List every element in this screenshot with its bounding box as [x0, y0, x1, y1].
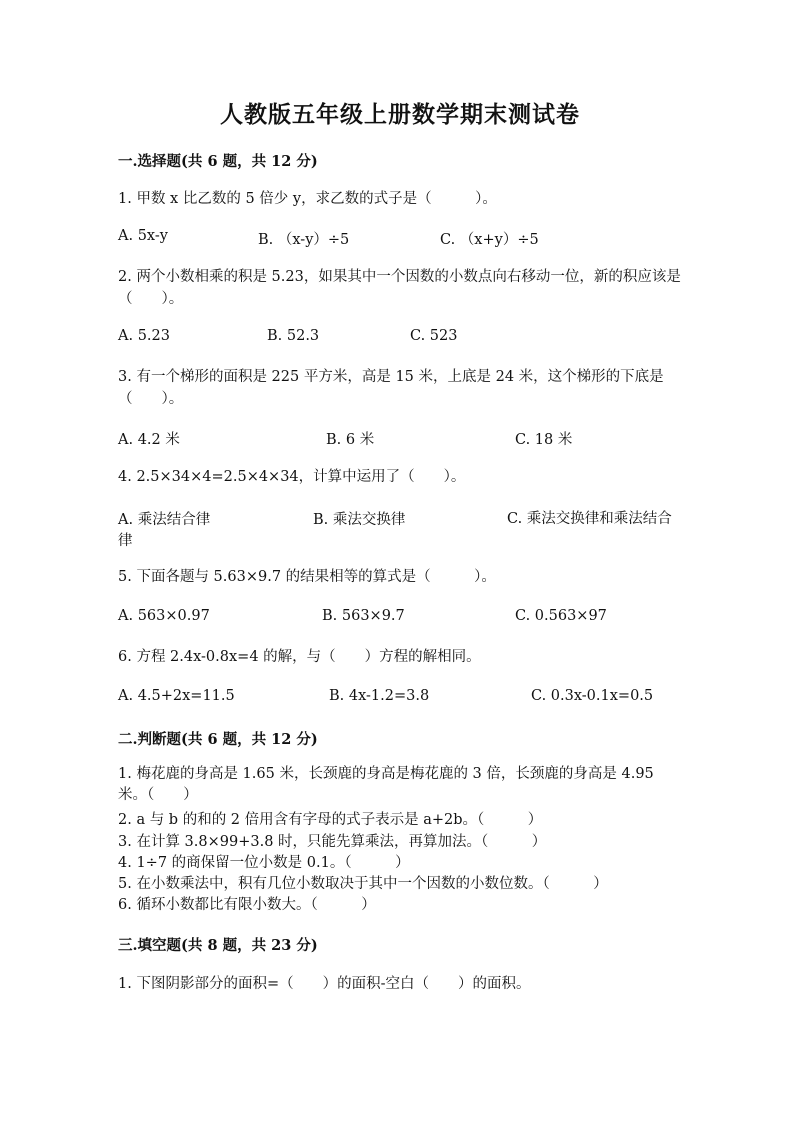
judgement-item: 5. 在小数乘法中，积有几位小数取决于其中一个因数的小数位数。（ ） [118, 876, 608, 892]
option-a: A. 563×0.97 [118, 608, 210, 624]
question-stem: 4. 2.5×34×4=2.5×4×34，计算中运用了（ ）。 [118, 469, 466, 485]
option-c: C. 0.3x-0.1x=0.5 [531, 688, 654, 704]
judgement-item: 6. 循环小数都比有限小数大。（ ） [118, 897, 376, 913]
option-c: C. （x+y）÷5 [440, 232, 539, 248]
section-heading-judgement: 二.判断题(共 6 题，共 12 分) [118, 731, 318, 748]
option-b: B. （x-y）÷5 [258, 232, 350, 248]
section-heading-fill: 三.填空题(共 8 题，共 23 分) [118, 937, 318, 954]
option-c: C. 523 [410, 328, 458, 344]
option-c: C. 0.563×97 [515, 608, 607, 624]
question-stem: 1. 甲数 x 比乙数的 5 倍少 y，求乙数的式子是（ ）。 [118, 191, 497, 207]
option-b: B. 563×9.7 [322, 608, 405, 624]
option-a: A. 5.23 [118, 328, 170, 344]
option-c: C. 乘法交换律和乘法结合律 [118, 511, 672, 549]
option-a: A. 乘法结合律 [118, 512, 211, 528]
option-a: A. 5x-y [118, 228, 168, 244]
option-a: A. 4.2 米 [118, 432, 180, 448]
option-c: C. 18 米 [515, 432, 573, 448]
option-b: B. 6 米 [326, 432, 375, 448]
option-b: B. 52.3 [267, 328, 320, 344]
section-heading-choice: 一.选择题(共 6 题，共 12 分) [118, 153, 318, 170]
question-stem: 2. 两个小数相乘的积是 5.23，如果其中一个因数的小数点向右移动一位，新的积应该是（ ）。 [118, 269, 681, 307]
judgement-item: 2. a 与 b 的和的 2 倍用含有字母的式子表示是 a+2b。（ ） [118, 812, 543, 828]
question-stem: 5. 下面各题与 5.63×9.7 的结果相等的算式是（ ）。 [118, 569, 496, 585]
judgement-item: 3. 在计算 3.8×99+3.8 时，只能先算乘法，再算加法。（ ） [118, 834, 547, 850]
question-stem: 3. 有一个梯形的面积是 225 平方米，高是 15 米，上底是 24 米，这个梯形的下底是（ ）。 [118, 369, 664, 407]
judgement-item: 1. 梅花鹿的身高是 1.65 米，长颈鹿的身高是梅花鹿的 3 倍，长颈鹿的身高是 4.95 米。（ ） [118, 766, 654, 803]
fill-item: 1. 下图阴影部分的面积=（ ）的面积-空白（ ）的面积。 [118, 976, 531, 992]
option-b: B. 乘法交换律 [313, 512, 406, 528]
judgement-item: 4. 1÷7 的商保留一位小数是 0.1。（ ） [118, 855, 410, 871]
option-a: A. 4.5+2x=11.5 [118, 688, 235, 704]
page-title: 人教版五年级上册数学期末测试卷 [220, 101, 580, 128]
option-b: B. 4x-1.2=3.8 [329, 688, 430, 704]
question-stem: 6. 方程 2.4x-0.8x=4 的解，与（ ）方程的解相同。 [118, 649, 481, 665]
